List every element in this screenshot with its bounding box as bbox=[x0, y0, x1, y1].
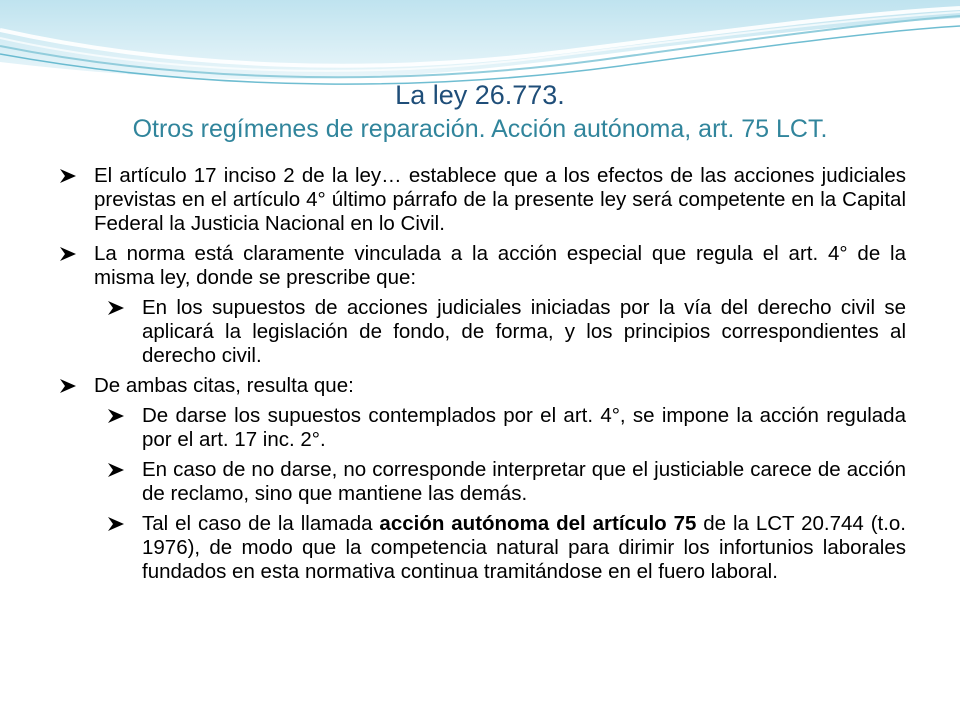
slide-title bbox=[60, 78, 900, 146]
arrowhead-bullet-icon bbox=[59, 378, 77, 394]
title-line-2: Otros regímenes de reparación. Acción autónoma, art. 75 LCT. bbox=[132, 115, 828, 143]
arrowhead-bullet-icon bbox=[107, 516, 125, 532]
bullet-text: De darse los supuestos contemplados por el art. 4°, se impone la acción regulada por el art. 17 inc. 2°. bbox=[142, 404, 906, 451]
bullet-text: En los supuestos de acciones judiciales iniciadas por la vía del derecho civil se aplicará la legislación de fondo, de forma, y los principios correspondientes al derecho civil. bbox=[142, 296, 906, 367]
bullet-text: La norma está claramente vinculada a la acción especial que regula el art. 4° de la misma ley, donde se prescribe que: bbox=[94, 242, 906, 289]
arrowhead-bullet-icon bbox=[107, 408, 125, 424]
arrowhead-bullet-icon bbox=[107, 300, 125, 316]
list-item bbox=[56, 458, 906, 506]
bullet-text-end: de la LCT 20.744 (t.o. 1976), de modo que la competencia natural para dirimir los infortunios laborales fundados en esta normativa continua tramitándose en el fuero laboral. bbox=[142, 512, 907, 583]
bullet-text-start: Tal el caso de la llamada bbox=[142, 512, 380, 535]
bullet-text: De ambas citas, resulta que: bbox=[94, 374, 354, 397]
bullet-text: En caso de no darse, no corresponde interpretar que el justiciable carece de acción de reclamo, sino que mantiene las demás. bbox=[142, 458, 906, 505]
list-item bbox=[56, 404, 906, 452]
arrowhead-bullet-icon bbox=[59, 246, 77, 262]
list-item bbox=[56, 164, 906, 236]
arrowhead-bullet-icon bbox=[59, 168, 77, 184]
bullet-list bbox=[56, 158, 906, 584]
bullet-text: El artículo 17 inciso 2 de la ley… establece que a los efectos de las acciones judiciales previstas en el artículo 4° último párrafo de la presente ley será competente en la Capital Federal la Justicia Nacional en lo Civil. bbox=[94, 164, 906, 235]
list-item bbox=[56, 512, 906, 584]
arrowhead-bullet-icon bbox=[107, 462, 125, 478]
title-line-1: La ley 26.773. bbox=[395, 80, 565, 110]
bullet-text-bold: acción autónoma del artículo 75 bbox=[379, 512, 697, 535]
list-item bbox=[56, 242, 906, 290]
list-item bbox=[56, 374, 906, 398]
list-item bbox=[56, 296, 906, 368]
